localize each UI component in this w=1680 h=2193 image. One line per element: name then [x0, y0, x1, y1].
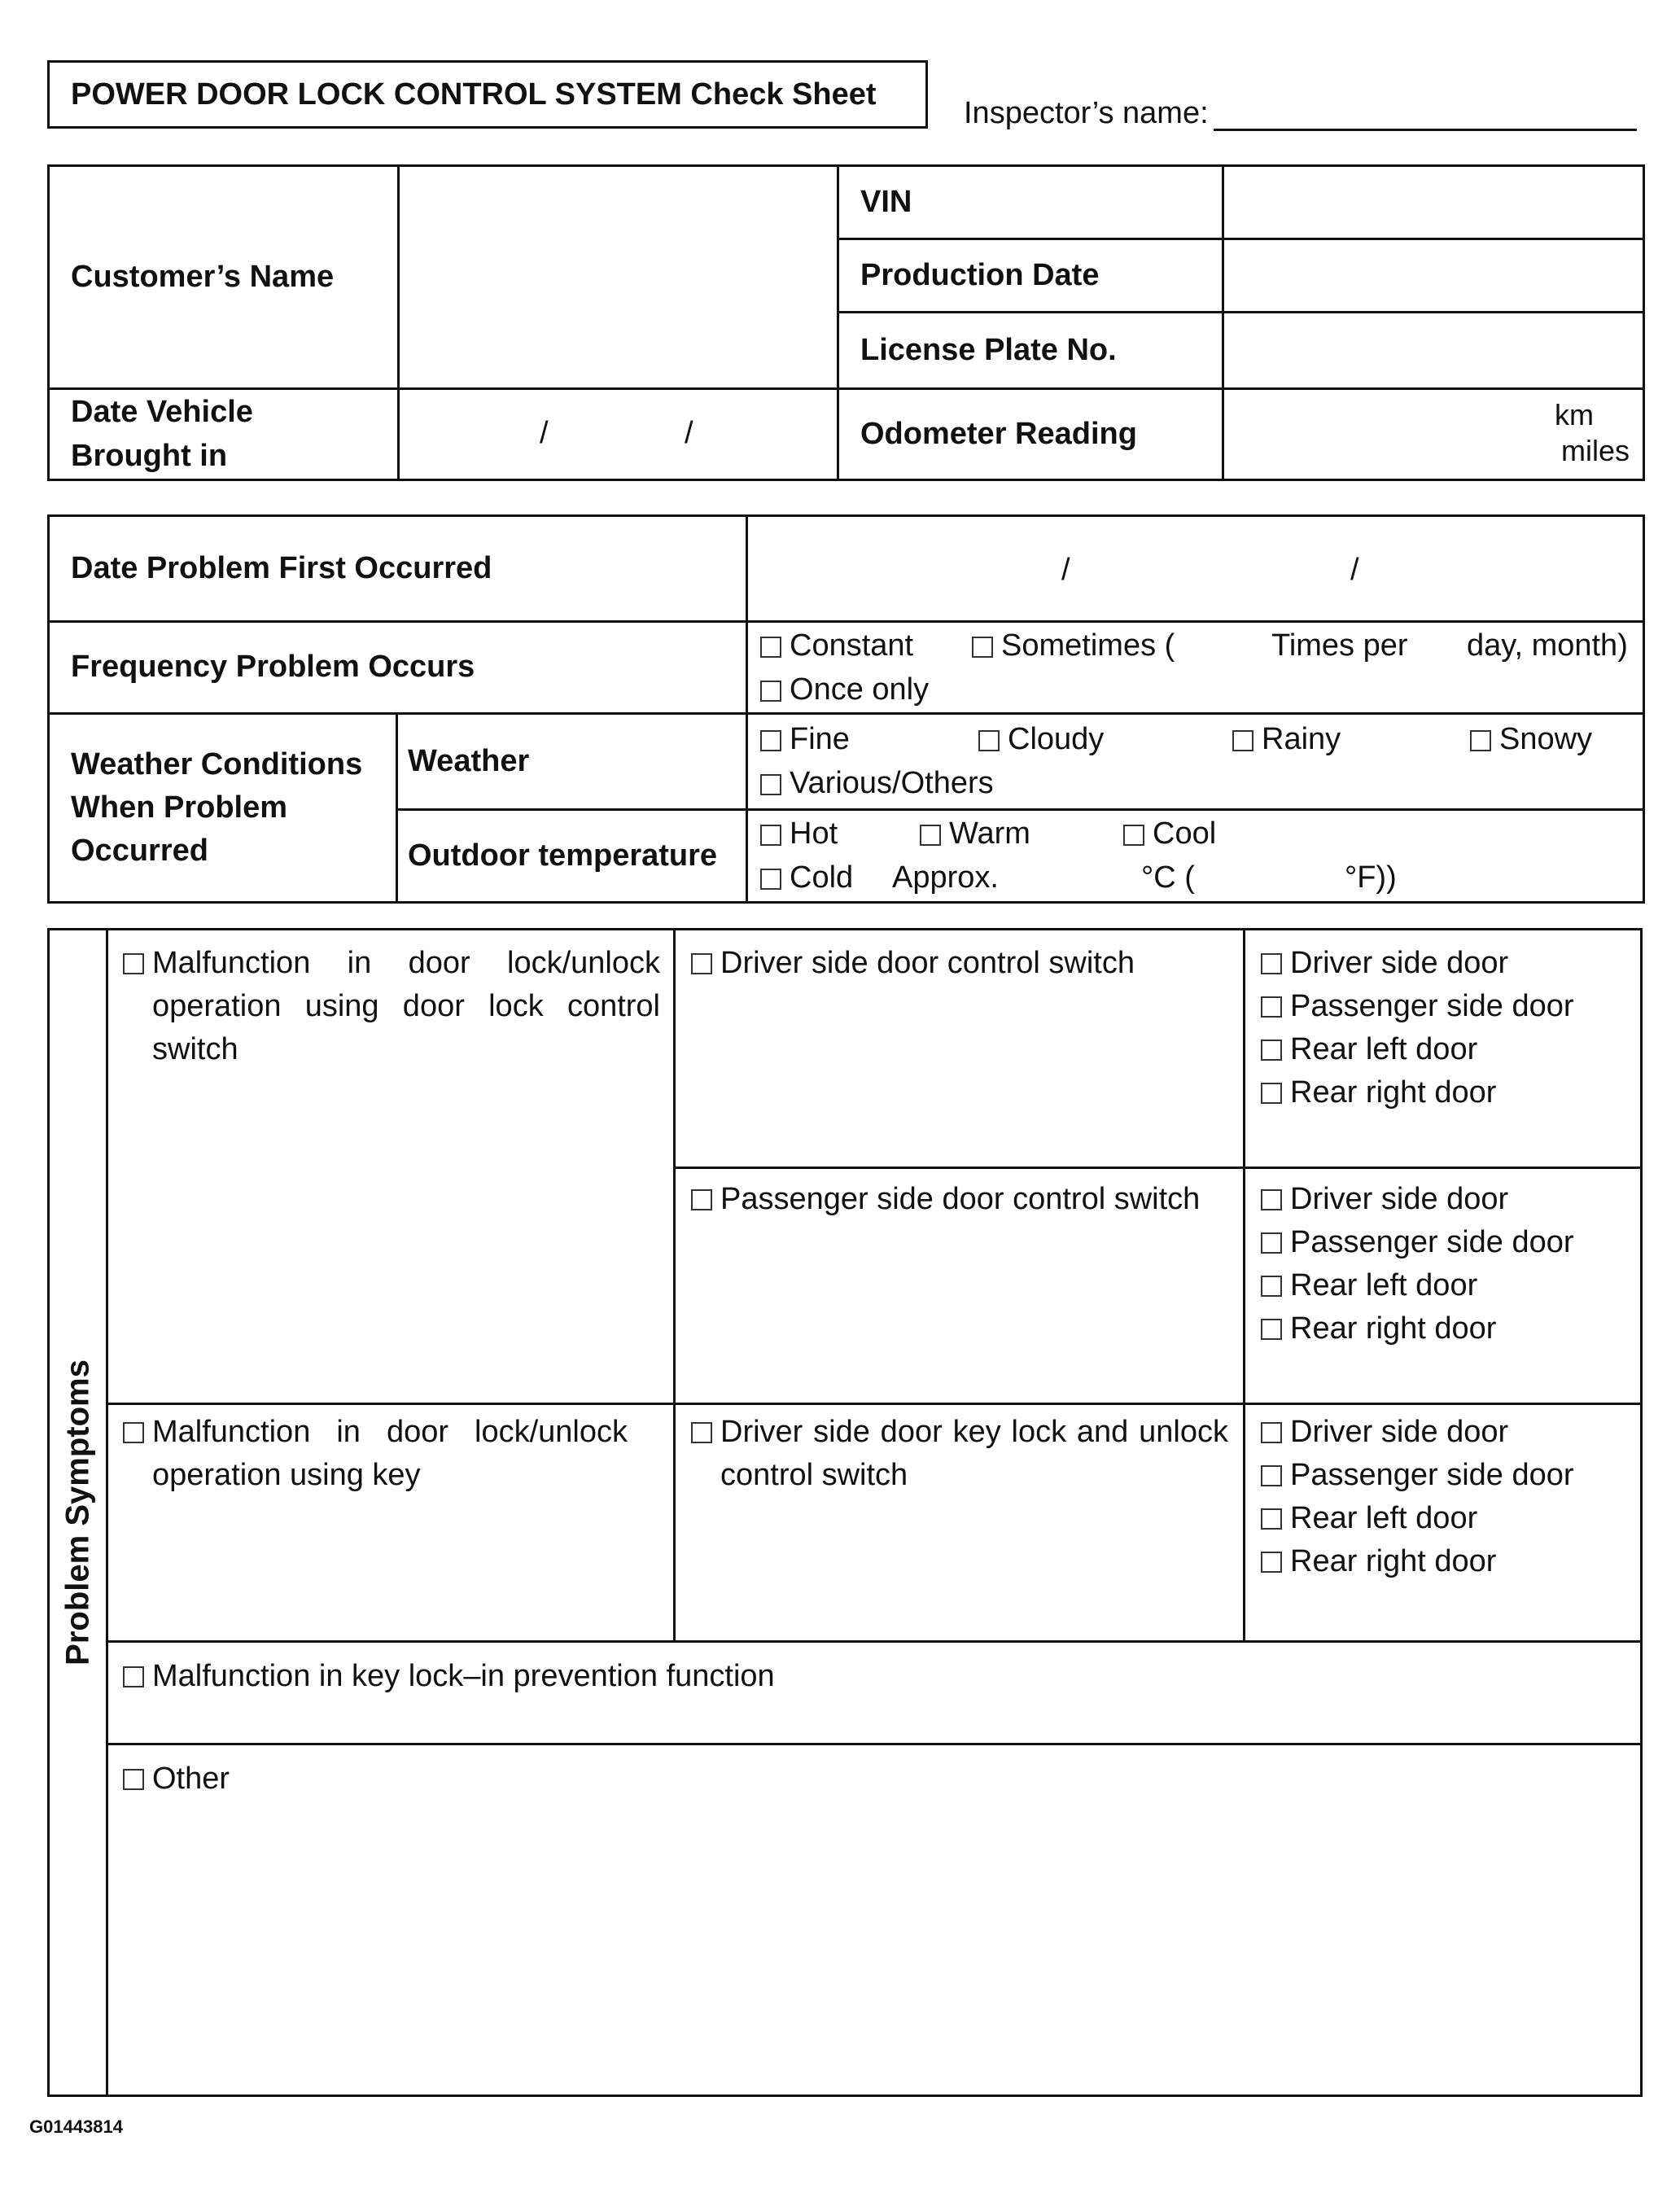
rear-right-door-option[interactable]: Rear right door — [1261, 1307, 1635, 1350]
unit-km: km — [1555, 398, 1594, 431]
checkbox[interactable] — [1261, 1552, 1282, 1573]
production-date-value[interactable] — [1223, 239, 1644, 313]
problem-symptoms-title: Problem Symptoms — [59, 1359, 95, 1666]
driver-door-option[interactable]: Driver side door — [1261, 1411, 1635, 1454]
checkbox[interactable] — [1261, 1189, 1282, 1210]
checkbox[interactable] — [1123, 825, 1144, 846]
freq-sometimes-option[interactable]: Sometimes ( — [972, 628, 1271, 663]
checkbox[interactable] — [760, 681, 781, 702]
passenger-door-option[interactable]: Passenger side door — [1261, 985, 1635, 1028]
switch-malfunction-option[interactable]: Malfunction in door lock/unlock operation using door lock control switch — [123, 942, 660, 1071]
temp-approx-label: Approx. — [892, 860, 999, 895]
rear-right-door-option[interactable]: Rear right door — [1261, 1071, 1635, 1114]
freq-once-option[interactable]: Once only — [760, 672, 929, 707]
checkbox[interactable] — [1232, 730, 1253, 751]
license-plate-label: License Plate No. — [838, 313, 1223, 389]
passenger-door-option[interactable]: Passenger side door — [1261, 1454, 1635, 1497]
checkbox[interactable] — [760, 637, 781, 658]
key-malfunction-option[interactable]: Malfunction in door lock/unlock operation using key — [123, 1411, 628, 1497]
temperature-options — [747, 810, 1644, 903]
driver-door-option[interactable]: Driver side door — [1261, 942, 1635, 985]
checkbox[interactable] — [1261, 1276, 1282, 1297]
door-list — [1261, 942, 1635, 1114]
checkbox[interactable] — [1261, 1422, 1282, 1443]
weather-options — [747, 714, 1644, 810]
date-first-occurred-label: Date Problem First Occurred — [49, 516, 747, 622]
checkbox[interactable] — [760, 825, 781, 846]
freq-times-per: Times per — [1271, 628, 1408, 663]
checkbox[interactable] — [691, 953, 712, 974]
vin-label: VIN — [838, 166, 1223, 239]
inspector-name-field — [964, 96, 1637, 131]
problem-symptoms-side-label — [50, 930, 108, 2095]
checkbox[interactable] — [760, 730, 781, 751]
checkbox[interactable] — [760, 869, 781, 890]
divider — [108, 1403, 1640, 1405]
weather-conditions-label: Weather Conditions When Problem Occurred — [49, 714, 397, 903]
door-list — [1261, 1411, 1635, 1583]
check-sheet-title: POWER DOOR LOCK CONTROL SYSTEM Check Sheet — [47, 60, 928, 129]
divider — [673, 1167, 1640, 1169]
inspector-name-line[interactable] — [1214, 96, 1637, 131]
checkbox[interactable] — [920, 825, 941, 846]
checkbox[interactable] — [123, 1769, 144, 1790]
production-date-label: Production Date — [838, 239, 1223, 313]
checkbox[interactable] — [1261, 1319, 1282, 1340]
temp-cold-option[interactable]: Cold — [760, 860, 892, 895]
date-slash: / — [540, 416, 549, 450]
weather-rainy-option[interactable]: Rainy — [1232, 722, 1470, 757]
problem-symptoms-section — [47, 928, 1643, 2097]
temp-cool-option[interactable]: Cool — [1123, 816, 1216, 851]
divider — [108, 1743, 1640, 1745]
frequency-options — [747, 622, 1644, 714]
unit-miles: miles — [1560, 434, 1630, 467]
divider — [108, 1640, 1640, 1643]
driver-door-option[interactable]: Driver side door — [1261, 1178, 1635, 1221]
customer-info-table — [47, 164, 1645, 481]
vin-value[interactable] — [1223, 166, 1644, 239]
weather-fine-option[interactable]: Fine — [760, 722, 978, 757]
weather-label: Weather — [397, 714, 747, 810]
date-first-occurred-value[interactable] — [747, 516, 1644, 622]
checkbox[interactable] — [1470, 730, 1491, 751]
checkbox[interactable] — [1261, 996, 1282, 1018]
checkbox[interactable] — [1261, 953, 1282, 974]
weather-cloudy-option[interactable]: Cloudy — [978, 722, 1232, 757]
key-lockin-option[interactable]: Malfunction in key lock–in prevention function — [123, 1655, 1621, 1698]
checkbox[interactable] — [691, 1422, 712, 1443]
rear-left-door-option[interactable]: Rear left door — [1261, 1497, 1635, 1540]
checkbox[interactable] — [123, 953, 144, 974]
date-slash: / — [685, 416, 693, 450]
freq-constant-option[interactable]: Constant — [760, 628, 972, 663]
figure-code: G01443814 — [29, 2116, 123, 2137]
customer-name-label: Customer’s Name — [49, 166, 399, 389]
temp-fahrenheit-unit: °F)) — [1345, 860, 1397, 895]
odometer-label: Odometer Reading — [838, 389, 1223, 480]
problem-occurrence-table — [47, 514, 1645, 904]
checkbox[interactable] — [972, 637, 993, 658]
divider — [673, 930, 676, 1642]
date-brought-value[interactable] — [399, 389, 838, 480]
date-brought-label-line2: Brought in — [71, 438, 228, 473]
key-switch-option[interactable]: Driver side door key lock and unlock control switch — [691, 1411, 1228, 1497]
outdoor-temperature-label: Outdoor temperature — [397, 810, 747, 903]
checkbox[interactable] — [1261, 1232, 1282, 1254]
customer-name-value[interactable] — [399, 166, 838, 389]
temp-warm-option[interactable]: Warm — [920, 816, 1123, 851]
license-plate-value[interactable] — [1223, 313, 1644, 389]
checkbox[interactable] — [1261, 1508, 1282, 1530]
weather-snowy-option[interactable]: Snowy — [1470, 722, 1592, 757]
checkbox[interactable] — [978, 730, 1000, 751]
temp-celsius-unit: °C ( — [1141, 860, 1195, 895]
checkbox[interactable] — [1261, 1040, 1282, 1061]
other-option[interactable]: Other — [123, 1757, 1621, 1801]
frequency-label: Frequency Problem Occurs — [49, 622, 747, 714]
checkbox[interactable] — [691, 1189, 712, 1210]
checkbox[interactable] — [760, 774, 781, 795]
rear-left-door-option[interactable]: Rear left door — [1261, 1264, 1635, 1307]
freq-day-month: day, month) — [1467, 628, 1628, 663]
date-slash: / — [1350, 553, 1359, 587]
passenger-switch-option[interactable]: Passenger side door control switch — [691, 1178, 1236, 1221]
date-brought-label — [49, 389, 399, 480]
rear-left-door-option[interactable]: Rear left door — [1261, 1028, 1635, 1071]
odometer-value[interactable] — [1223, 389, 1644, 480]
checkbox[interactable] — [123, 1422, 144, 1443]
checkbox[interactable] — [1261, 1465, 1282, 1486]
inspector-name-label: Inspector’s name: — [964, 96, 1209, 130]
temp-hot-option[interactable]: Hot — [760, 816, 920, 851]
divider — [1243, 930, 1245, 1642]
door-list — [1261, 1178, 1635, 1350]
checkbox[interactable] — [1261, 1083, 1282, 1104]
passenger-door-option[interactable]: Passenger side door — [1261, 1221, 1635, 1264]
date-brought-label-line1: Date Vehicle — [71, 395, 253, 430]
date-slash: / — [1061, 553, 1070, 587]
rear-right-door-option[interactable]: Rear right door — [1261, 1540, 1635, 1583]
weather-various-option[interactable]: Various/Others — [760, 766, 994, 801]
driver-switch-option[interactable]: Driver side door control switch — [691, 942, 1236, 985]
checkbox[interactable] — [123, 1666, 144, 1687]
